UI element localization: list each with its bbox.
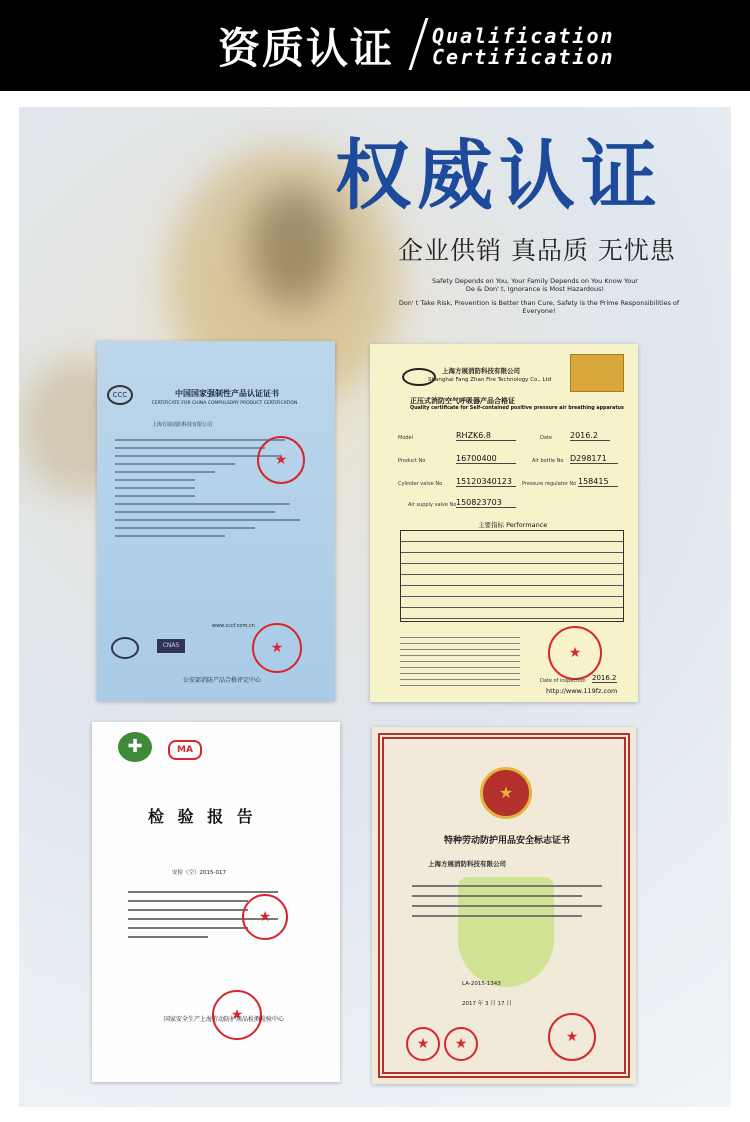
header-title-en — [432, 26, 615, 68]
quality-cylinder-label: Cylinder valve No — [398, 481, 443, 487]
certificate-quality — [370, 344, 638, 702]
header-bar — [0, 0, 750, 91]
certificate-report — [92, 722, 340, 1082]
quality-cylinder-no: 15120340123 — [456, 477, 516, 487]
safety-seal-2 — [444, 1027, 478, 1061]
hero-subtitle: 企业供销 真品质 无忧患 — [398, 236, 676, 265]
hero-tagline-2: Don' t Take Risk, Prevention is Better than Cure, Safety is the Prime Responsibilities of Everyone! — [398, 299, 680, 315]
report-cross-logo-icon: ✚ — [118, 732, 152, 762]
quality-inspection-date: 2016.2 — [592, 674, 617, 682]
ccc-footer: 公安部消防产品合格评定中心 — [182, 677, 261, 684]
quality-performance-table — [400, 530, 624, 622]
cnas-logo-icon: CNAS — [157, 639, 185, 653]
quality-model: RHZK6.8 — [456, 431, 516, 441]
quality-website: http://www.119fz.com — [546, 687, 618, 695]
hero-big-title: 权威认证 — [335, 131, 663, 220]
hero-tagline-1: Safety Depends on You, Your Family Depends on You Know Your De & Don' t, Ignorance is Most Hazardous! — [432, 277, 638, 293]
header-en-line2: Certification — [432, 45, 615, 69]
certificate-ccc — [97, 341, 335, 701]
header-title-cn: 资质认证 — [218, 24, 395, 73]
quality-regulator-no: 158415 — [578, 477, 618, 487]
ccc-heading-cn: 中国国家强制性产品认证证书 — [175, 389, 279, 398]
quality-title-en: Quality certificate for Self-contained positive pressure air breathing apparatus — [410, 406, 624, 411]
report-cma-logo-icon: MA — [168, 740, 202, 760]
quality-model-label: Model — [398, 435, 414, 441]
quality-performance-heading: 主要指标 Performance — [478, 521, 548, 529]
header-divider — [409, 18, 429, 70]
quality-product-no: 16700400 — [456, 454, 516, 464]
safety-title: 特种劳动防护用品安全标志证书 — [443, 836, 570, 846]
quality-bottle-label: Air bottle No — [532, 458, 564, 464]
report-lab-name: 国家安全生产上海劳动防护用品检测检验中心 — [163, 1016, 284, 1023]
quality-date: 2016.2 — [570, 431, 610, 441]
quality-title-cn: 正压式消防空气呼吸器产品合格证 — [410, 397, 515, 405]
quality-badge — [570, 354, 624, 392]
quality-supply-label: Air supply valve No — [408, 502, 457, 508]
report-title: 检 验 报 告 — [148, 807, 257, 826]
report-seal-1 — [242, 894, 288, 940]
safety-body-lines — [412, 877, 602, 925]
safety-seal-1 — [406, 1027, 440, 1061]
quality-supply-no: 150823703 — [456, 498, 516, 508]
ccc-holder: 上海方展消防科技有限公司 — [152, 422, 213, 428]
quality-regulator-label: Pressure regulator No — [522, 481, 577, 487]
safety-emblem-icon: ★ — [480, 767, 532, 819]
safety-issue-date: 2017 年 3 月 17 日 — [462, 1001, 512, 1007]
safety-seal-3 — [548, 1013, 596, 1061]
quality-company-cn: 上海方展消防科技有限公司 — [442, 367, 520, 375]
quality-compliance-text — [400, 632, 520, 688]
quality-date-label: Date — [540, 435, 552, 441]
safety-holder: 上海方展消防科技有限公司 — [428, 860, 506, 868]
ccc-red-seal — [257, 436, 305, 484]
quality-company-en: Shanghai Fang Zhan Fire Technology Co., Ltd — [428, 377, 552, 383]
ccc-logo-icon: CCC — [107, 385, 133, 405]
ccc-heading-en: CERTIFICATE FOR CHINA COMPULSORY PRODUCT CERTIFICATION — [151, 401, 298, 406]
quality-red-seal — [548, 626, 602, 680]
ccc-website: www.cccf.com.cn — [212, 623, 255, 629]
quality-product-no-label: Product No — [398, 458, 426, 464]
safety-cert-number: LA-2015-1343 — [462, 981, 501, 987]
header-en-line1: Qualification — [432, 24, 615, 48]
quality-bottle-no: D298171 — [570, 454, 618, 464]
blurred-trophy-shadow — [249, 187, 339, 307]
certificate-safety — [372, 727, 636, 1084]
ccc-bottom-seal — [252, 623, 302, 673]
ccc-cert-marks-icon — [111, 637, 139, 659]
quality-inspection-label: Date of inspection — [540, 678, 586, 684]
report-number: 安检（空）2015-017 — [172, 870, 226, 876]
